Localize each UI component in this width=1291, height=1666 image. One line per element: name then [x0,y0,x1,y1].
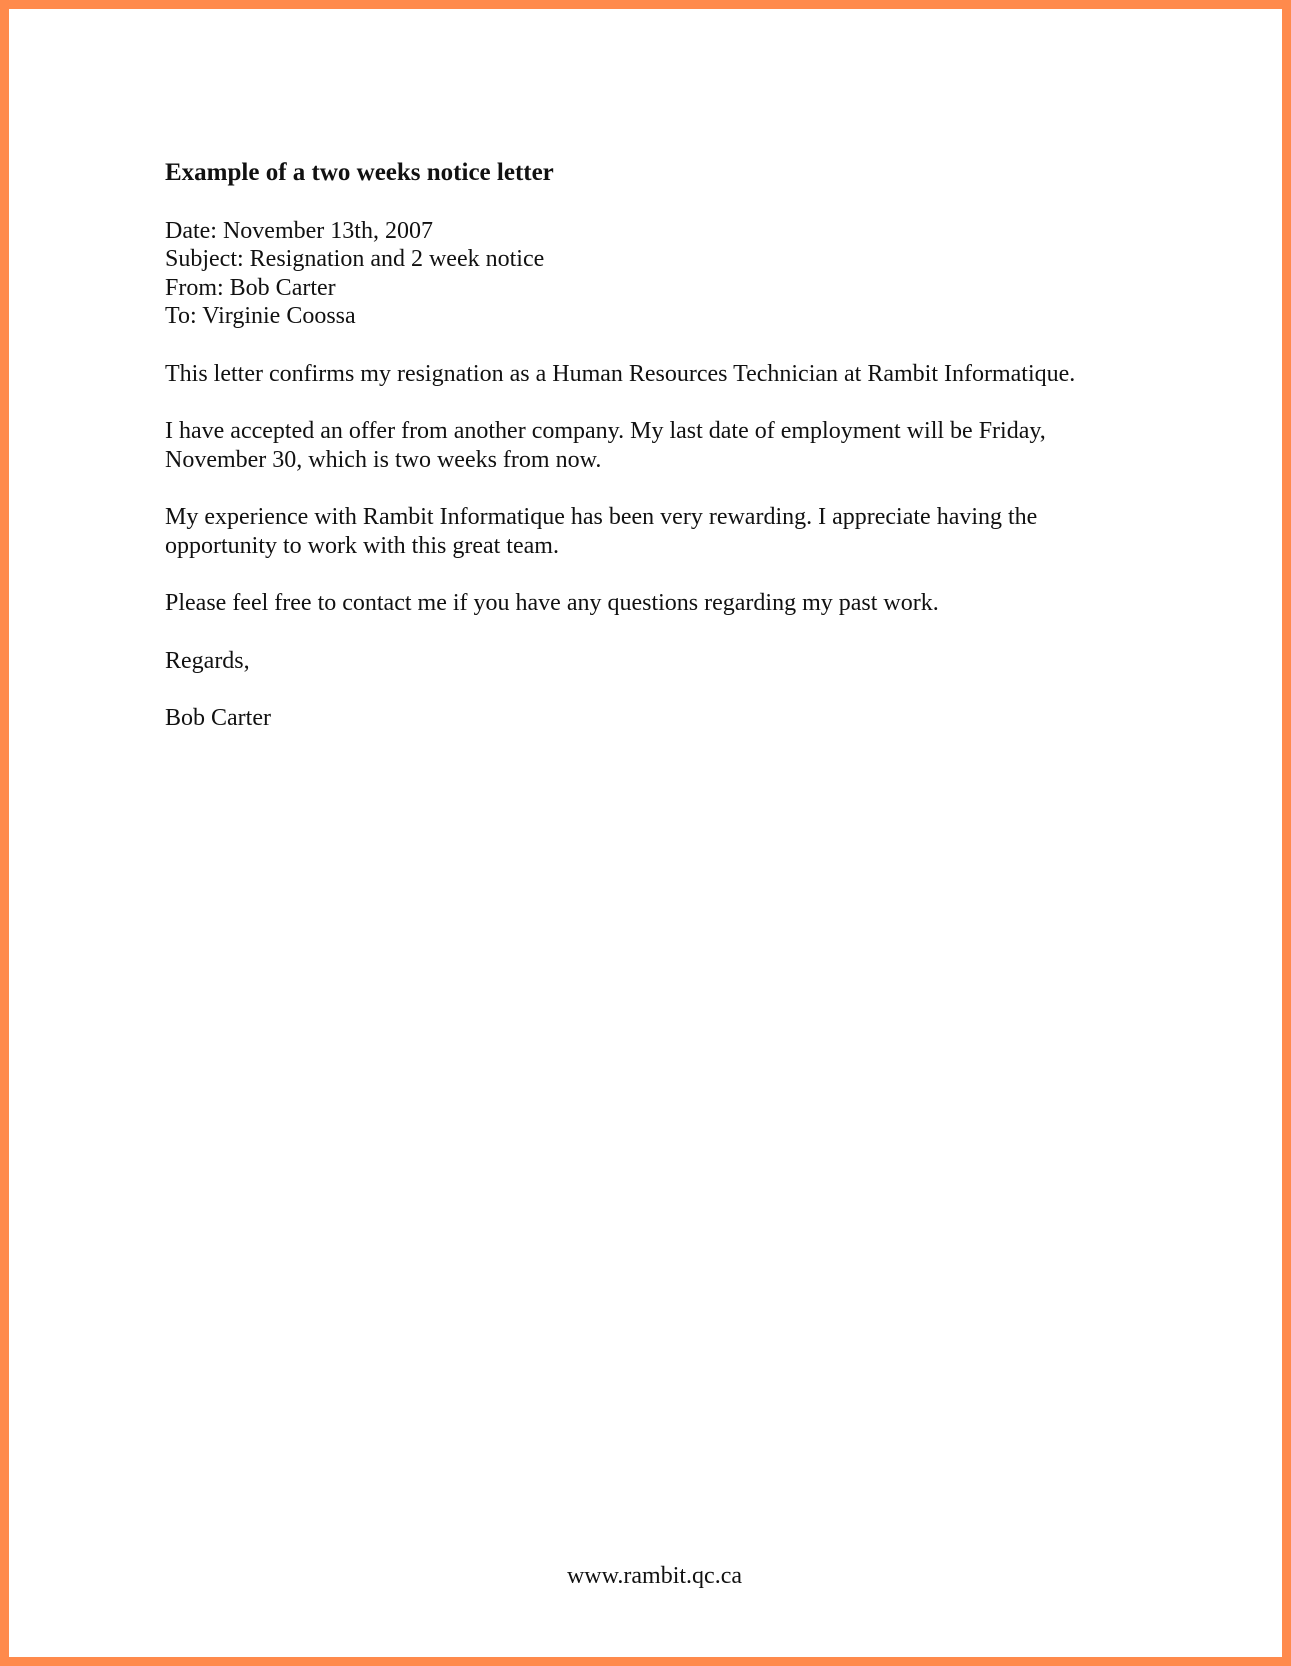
header-subject: Subject: Resignation and 2 week notice [165,246,545,272]
letter-signature: Bob Carter [165,705,271,731]
letter-closing: Regards, [165,647,250,674]
footer-url: www.rambit.qc.ca [566,1563,743,1589]
paragraph-experience: My experience with Rambit Informatique has been very rewarding. I appreciate having the opportunity to work with this great team. [165,504,1038,559]
letter-body [165,159,1145,733]
header-to: To: Virginie Coossa [165,303,356,329]
letter-header [165,217,1145,331]
header-from: From: Bob Carter [165,274,336,301]
letter-title: Example of a two weeks notice letter [165,159,554,186]
paragraph-resignation: This letter confirms my resignation as a Human Resources Technician at Rambit Informatique. [165,360,1076,387]
paragraph-contact: Please feel free to contact me if you have any questions regarding my past work. [165,590,939,616]
paragraph-last-date: I have accepted an offer from another company. My last date of employment will be Friday, November 30, which is two weeks from now. [165,418,1046,473]
header-date: Date: November 13th, 2007 [165,217,433,244]
